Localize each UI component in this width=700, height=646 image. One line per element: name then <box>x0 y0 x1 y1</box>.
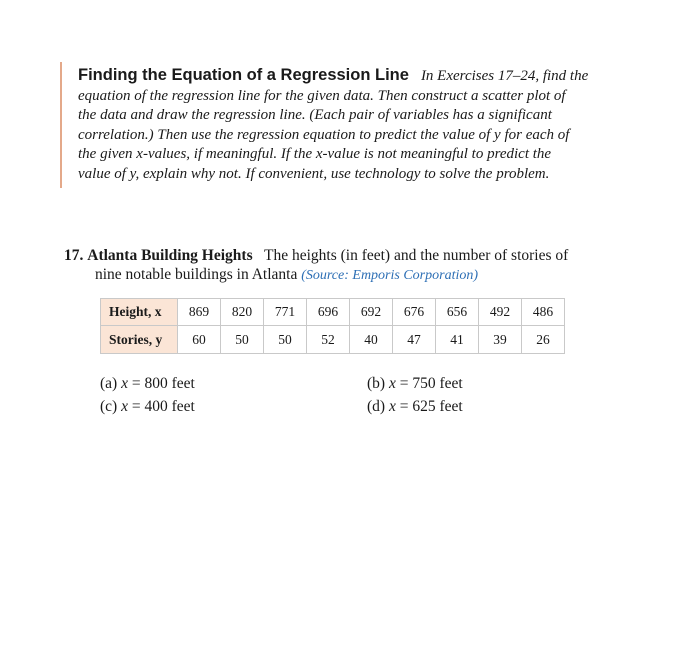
part-variable: x <box>121 398 128 415</box>
table-cell: 696 <box>307 299 350 326</box>
table-cell: 47 <box>393 326 436 354</box>
exercise-line-1 <box>64 246 644 265</box>
instructions-line-1 <box>78 66 658 87</box>
table-row-stories <box>101 326 565 354</box>
table-cell: 60 <box>178 326 221 354</box>
exercise-description: The heights (in feet) and the number of stories of <box>263 247 569 264</box>
part-equals: = <box>131 375 141 392</box>
exercise-instructions <box>60 62 658 188</box>
part-equals: = <box>399 398 409 415</box>
table-cell: 676 <box>393 299 436 326</box>
part-variable: x <box>121 375 128 392</box>
table-cell: 820 <box>221 299 264 326</box>
part-equals: = <box>399 375 409 392</box>
table-cell: 26 <box>522 326 565 354</box>
data-source: (Source: Emporis Corporation) <box>301 268 479 283</box>
part-value: 750 feet <box>412 375 463 392</box>
part-label: (b) <box>367 375 386 392</box>
table-cell: 771 <box>264 299 307 326</box>
part-label: (c) <box>100 398 118 415</box>
instructions-line-4: correlation.) Then use the regression equation to predict the value of y for each of <box>78 126 570 143</box>
instructions-line-2: equation of the regression line for the given data. Then construct a scatter plot of <box>78 87 566 104</box>
table-cell: 50 <box>264 326 307 354</box>
table-cell: 52 <box>307 326 350 354</box>
part-equals: = <box>131 398 141 415</box>
part-c <box>100 395 195 418</box>
exercise-17 <box>64 246 644 285</box>
exercise-description-cont: nine notable buildings in Atlanta <box>95 266 298 283</box>
part-d <box>367 395 463 418</box>
table-cell: 656 <box>436 299 479 326</box>
part-value: 800 feet <box>144 375 195 392</box>
instructions-line-6: value of y, explain why not. If convenient, use technology to solve the problem. <box>78 165 550 182</box>
part-value: 400 feet <box>144 398 195 415</box>
table-cell: 486 <box>522 299 565 326</box>
row-header: Stories, y <box>101 326 178 354</box>
section-heading: Finding the Equation of a Regression Line <box>78 66 409 84</box>
row-header: Height, x <box>101 299 178 326</box>
table-cell: 40 <box>350 326 393 354</box>
part-a <box>100 372 195 395</box>
part-label: (d) <box>367 398 386 415</box>
table-cell: 869 <box>178 299 221 326</box>
part-label: (a) <box>100 375 118 392</box>
table-cell: 50 <box>221 326 264 354</box>
instructions-text: In Exercises 17–24, find the <box>420 68 589 84</box>
table-cell: 492 <box>479 299 522 326</box>
table-cell: 39 <box>479 326 522 354</box>
part-b <box>367 372 463 395</box>
exercise-title: Atlanta Building Heights <box>87 247 253 264</box>
exercise-number: 17. <box>64 247 84 264</box>
table-cell: 41 <box>436 326 479 354</box>
table-row-height <box>101 299 565 326</box>
table-cell: 692 <box>350 299 393 326</box>
part-value: 625 feet <box>412 398 463 415</box>
instructions-line-3: the data and draw the regression line. (Each pair of variables has a significant <box>78 107 552 123</box>
instructions-line-5: the given x-values, if meaningful. If the x-value is not meaningful to predict the <box>78 146 552 162</box>
data-table <box>100 298 565 354</box>
part-variable: x <box>388 398 396 415</box>
exercise-line-2 <box>64 265 644 285</box>
part-variable: x <box>388 375 396 392</box>
